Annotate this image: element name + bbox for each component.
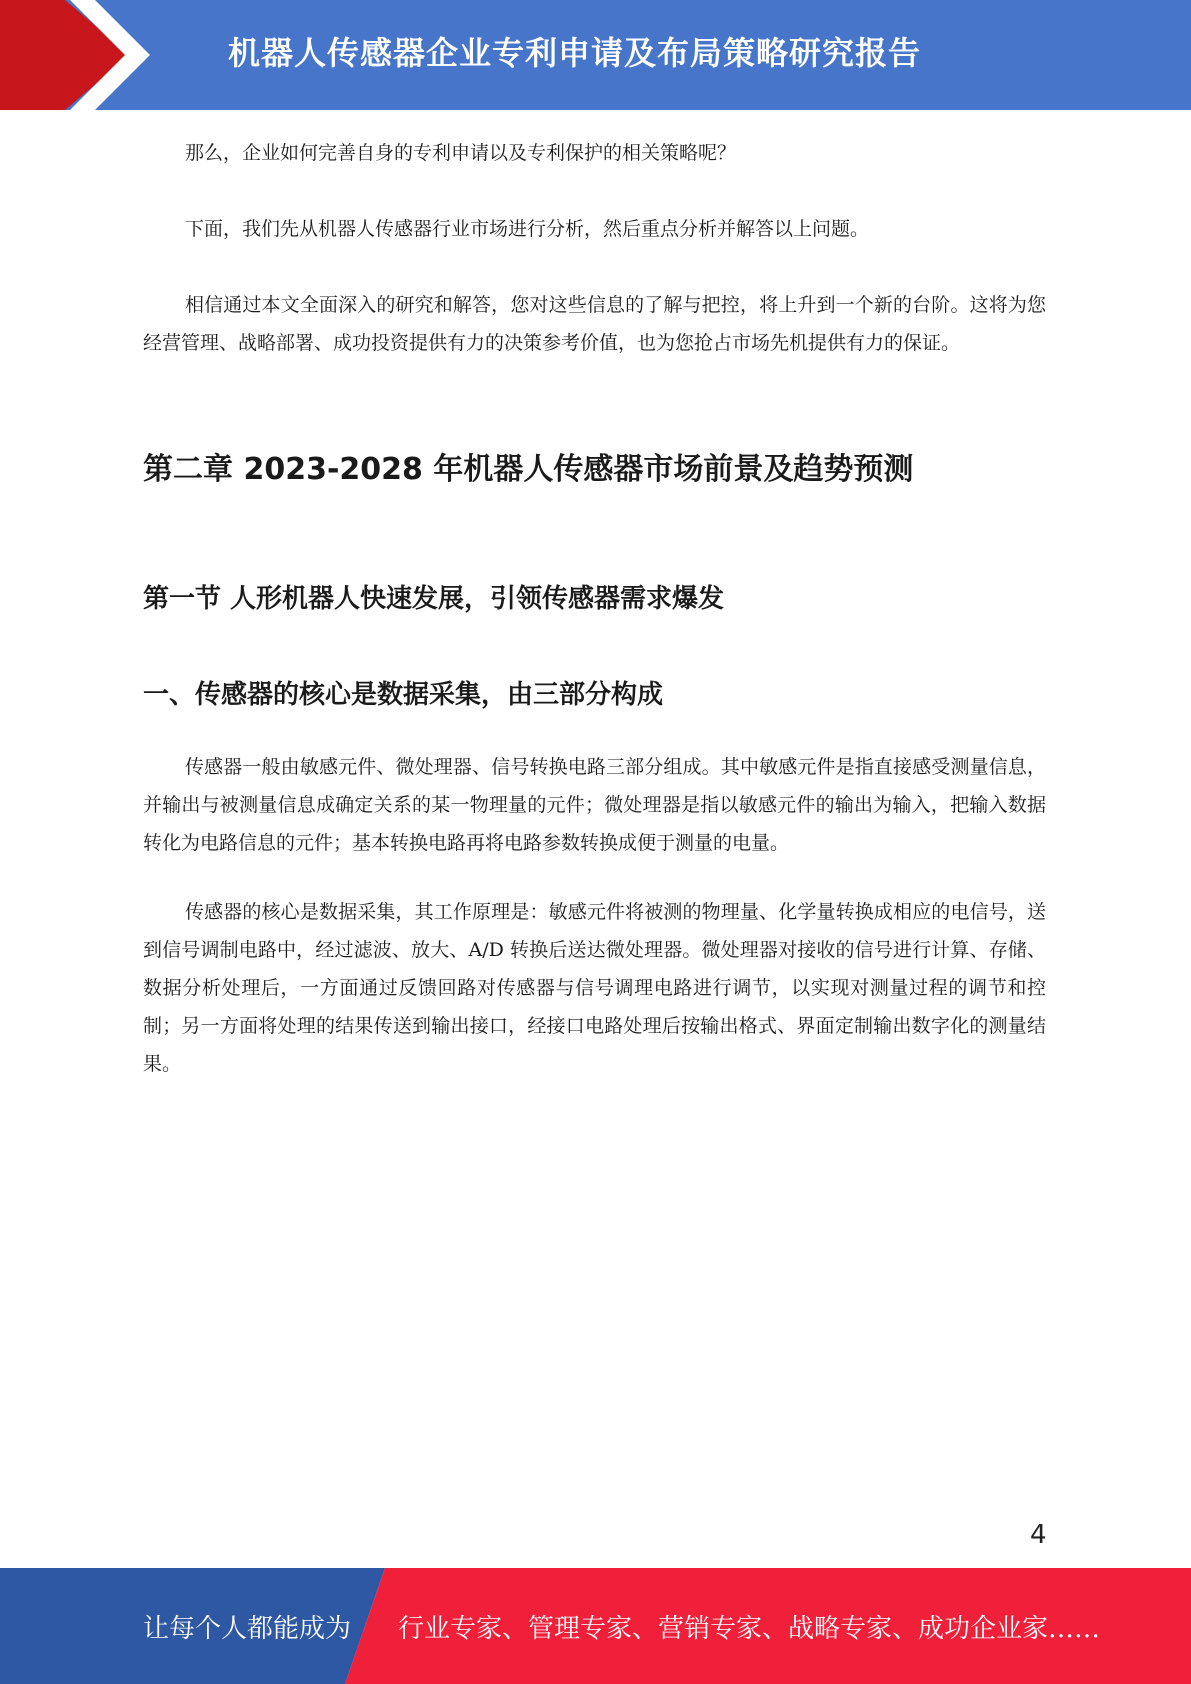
- chapter-heading: 第二章 2023-2028 年机器人传感器市场前景及趋势预测: [143, 452, 914, 487]
- chapter-heading-wrap: [143, 444, 1046, 488]
- subsection-heading: 一、传感器的核心是数据采集，由三部分构成: [143, 680, 664, 710]
- body-paragraph: 相信通过本文全面深入的研究和解答，您对这些信息的了解与把控，将上升到一个新的台阶。这将为您经营管理、战略部署、成功投资提供有力的决策参考价值，也为您抢占市场先机提供有力的保证。: [143, 294, 1046, 354]
- subsection-heading-wrap: [143, 674, 1046, 711]
- body-paragraph-2-wrap: [143, 210, 1046, 248]
- body-paragraph-5-wrap: [143, 893, 1046, 1083]
- body-paragraph-3-wrap: [143, 286, 1046, 362]
- report-title: 机器人传感器企业专利申请及布局策略研究报告: [228, 34, 922, 72]
- body-paragraph: 下面，我们先从机器人传感器行业市场进行分析，然后重点分析并解答以上问题。: [185, 218, 870, 240]
- body-paragraph: 那么，企业如何完善自身的专利申请以及专利保护的相关策略呢？: [185, 142, 737, 164]
- body-paragraph-1-wrap: [143, 134, 1046, 172]
- page-header: [0, 0, 1191, 110]
- page-footer: [0, 1568, 1191, 1684]
- section-heading: 第一节 人形机器人快速发展，引领传感器需求爆发: [143, 584, 725, 614]
- footer-slogan-left: 让每个人都能成为: [143, 1614, 352, 1644]
- body-paragraph: 传感器的核心是数据采集，其工作原理是：敏感元件将被测的物理量、化学量转换成相应的电信号，送到信号调制电路中，经过滤波、放大、A/D 转换后送达微处理器。微处理器对接收的信号进行计算、存储、数据分析处理后，一方面通过反馈回路对传感器与信号调理电路进行调节，以实现对测量过程的调节和控制；另一方面将处理的结果传送到输出接口，经接口电路处理后按输出格式、界面定制输出数字化的测量结果。: [143, 901, 1046, 1075]
- body-paragraph: 传感器一般由敏感元件、微处理器、信号转换电路三部分组成。其中敏感元件是指直接感受测量信息，并输出与被测量信息成确定关系的某一物理量的元件；微处理器是指以敏感元件的输出为输入，把输入数据转化为电路信息的元件；基本转换电路再将电路参数转换成便于测量的电量。: [143, 756, 1046, 854]
- page-number: 4: [1030, 1520, 1047, 1550]
- body-paragraph-4-wrap: [143, 748, 1046, 862]
- section-heading-wrap: [143, 578, 1046, 615]
- footer-slogan-right: 行业专家、管理专家、营销专家、战略专家、成功企业家……: [398, 1614, 1101, 1644]
